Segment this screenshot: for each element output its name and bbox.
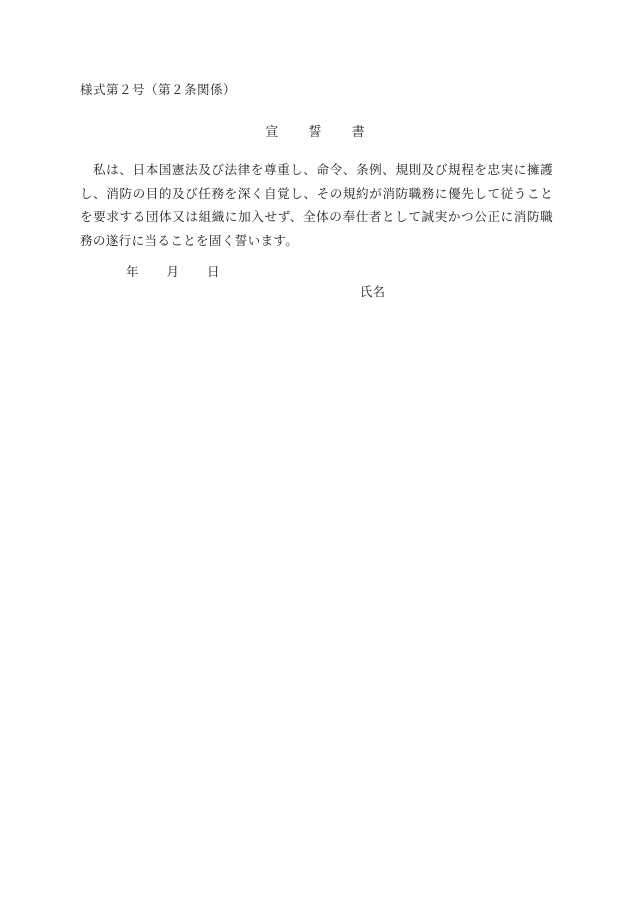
date-month-label: 月 [166,264,180,279]
title-char-2: 誓 [308,125,322,140]
date-line [126,262,220,280]
title-char-1: 宣 [265,125,279,140]
date-year-label: 年 [126,264,139,279]
signature-name-label: 氏名 [360,284,386,299]
oath-body-text: 私は、日本国憲法及び法律を尊重し、命令、条例、規則及び規程を忠実に擁護し、消防の目的及び任務を深く自覚し、その規約が消防職務に優先して従うことを要求する団体又は組織に加入せず、全体の奉仕者として誠実かつ公正に消防職務の遂行に当ることを固く誓います。 [80,162,553,248]
document-title [0,121,630,140]
title-char-3: 書 [351,125,365,140]
form-number-label: 様式第２号（第２条関係） [80,82,237,97]
date-day-label: 日 [207,264,220,279]
